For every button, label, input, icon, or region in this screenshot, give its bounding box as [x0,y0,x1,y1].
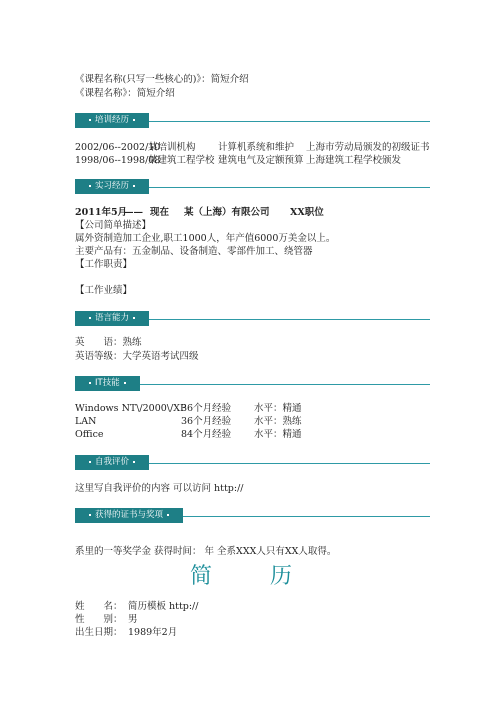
language-level: 英语等级：大学英语考试四级 [75,351,199,362]
training-subject: 计算机系统和维护 [218,142,295,153]
bullet-icon [133,185,135,187]
section-title: 培训经历 [95,115,130,125]
section-tab [75,508,183,523]
personal-label: 性 别： [75,614,123,625]
it-skill-name: LAN [75,416,97,427]
training-subject: 建筑电气及定额预算 [218,155,304,166]
personal-value: 男 [128,614,138,625]
it-skill-level: 水平：熟练 [254,416,302,427]
section-header-training [75,111,430,131]
internship-position: XX职位 [290,207,324,218]
personal-value: 1989年2月 [128,627,178,638]
course-line-1: 《课程名称(只写一些核心的)》：简短介绍 [75,74,249,85]
bullet-icon [89,461,91,463]
section-tab [75,311,149,326]
section-title: IT技能 [95,378,120,388]
personal-label: 出生日期： [75,627,123,638]
section-title: 自我评价 [95,457,130,467]
training-period: 2002/06--2002/10 [75,142,161,153]
internship-company: 某（上海）有限公司 [184,207,270,218]
bullet-icon [89,514,91,516]
resume-title: 简 历 [189,564,310,589]
section-header-self-eval [75,453,430,473]
company-profile-header: 【公司简单描述】 [75,220,152,231]
company-profile-line-2: 主要产品有：五金制品、设备制造、零部件加工、绕管器 [75,246,313,257]
language-english: 英 语：熟练 [75,337,142,348]
course-line-2: 《课程名称》：简短介绍 [75,88,175,99]
training-cert: 上海市劳动局颁发的初级证书 [306,142,430,153]
it-skill-name: Office [75,429,104,440]
bullet-icon [133,119,135,121]
personal-value: 简历模板 http:// [128,601,199,612]
section-header-certs [75,506,430,526]
results-header: 【工作业绩】 [75,285,133,296]
bullet-icon [133,461,135,463]
section-title: 获得的证书与奖项 [95,510,164,520]
internship-dash: —— [124,207,143,218]
section-header-it [75,374,430,394]
training-cert: 上海建筑工程学校颁发 [306,155,402,166]
internship-date-from: 2011年5月 [75,207,128,218]
it-skill-exp: 84个月经验 [181,429,232,440]
internship-date-to: 现在 [150,207,170,218]
cert-text: 系里的一等奖学金 获得时间： 年 全系XXX人只有XX人取得。 [75,546,337,557]
self-eval-text: 这里写自我评价的内容 可以访问 http:// [75,483,244,494]
bullet-icon [167,514,169,516]
bullet-icon [124,382,126,384]
bullet-icon [89,119,91,121]
it-skill-level: 水平：精通 [254,429,302,440]
it-skill-exp: 36个月经验 [181,403,232,414]
section-title: 语言能力 [95,313,130,323]
it-skill-level: 水平：精通 [254,403,302,414]
it-skill-name: Windows NT\/2000\/XP [75,403,187,414]
bullet-icon [89,382,91,384]
training-org: 某建筑工程学校 [148,155,215,166]
it-skill-exp: 36个月经验 [181,416,232,427]
section-tab [75,179,149,194]
training-org: 某培训机构 [148,142,196,153]
section-tab [75,376,140,391]
personal-label: 姓 名： [75,601,123,612]
company-profile-line-1: 属外资制造加工企业,职工1000人，年产值6000万美金以上。 [75,233,336,244]
bullet-icon [89,185,91,187]
section-header-internship [75,177,430,197]
section-tab [75,455,149,470]
bullet-icon [89,317,91,319]
section-header-language [75,309,430,329]
section-tab [75,113,149,128]
section-title: 实习经历 [95,181,130,191]
training-period: 1998/06--1998/08 [75,155,161,166]
bullet-icon [133,317,135,319]
duties-header: 【工作职责】 [75,259,133,270]
